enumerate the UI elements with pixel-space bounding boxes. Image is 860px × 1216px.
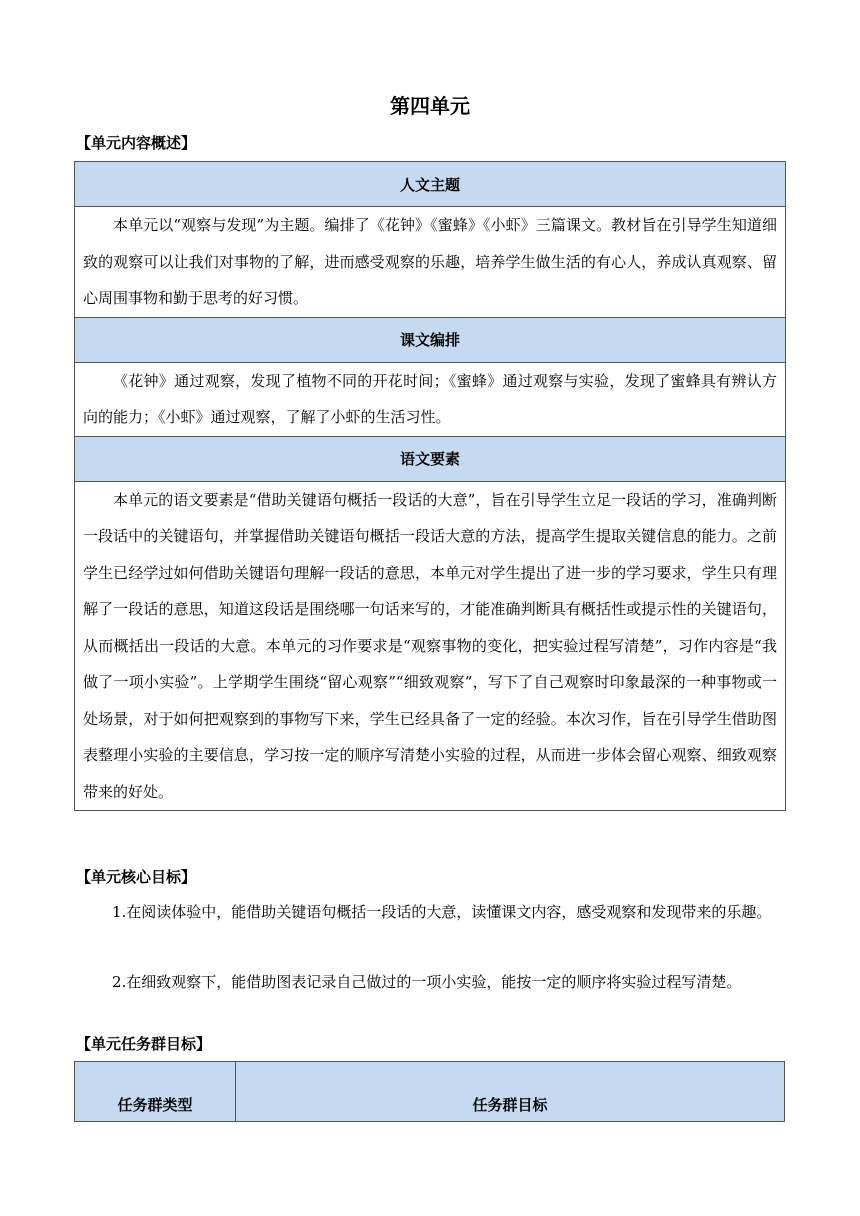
theme-body: 本单元以“观察与发现”为主题。编排了《花钟》《蜜蜂》《小虾》三篇课文。教材旨在引导学生知道细致的观察可以让我们对事物的了解，进而感受观察的乐趣，培养学生做生活的有心人，养成认真观察、留心周围事物和勤于思考的好习惯。 [75,207,786,318]
core-goal-item: 1.在阅读体验中，能借助关键语句概括一段话的大意，读懂课文内容，感受观察和发现带来的乐趣。 [112,903,772,921]
core-goal-item: 2.在细致观察下，能借助图表记录自己做过的一项小实验，能按一定的顺序将实验过程写清楚。 [112,973,742,991]
lessons-body: 《花钟》通过观察，发现了植物不同的开花时间；《蜜蜂》通过观察与实验，发现了蜜蜂具有辨认方向的能力；《小虾》通过观察，了解了小虾的生活习性。 [75,362,786,436]
overview-heading: 【单元内容概述】 [76,134,197,152]
overview-table [74,161,786,811]
page-title: 第四单元 [390,94,470,118]
task-goals-heading: 【单元任务群目标】 [76,1035,212,1053]
column-header-task-goal: 任务群目标 [236,1062,785,1122]
elements-body: 本单元的语文要素是“借助关键语句概括一段话的大意”，旨在引导学生立足一段话的学习，准确判断一段话中的关键语句，并掌握借助关键语句概括一段话大意的方法，提高学生提取关键信息的能力。之前学生已经学过如何借助关键语句理解一段话的意思，本单元对学生提出了进一步的学习要求，学生只有理解了一段话的意思，知道这段话是围绕哪一句话来写的，才能准确判断具有概括性或提示性的关键语句，从而概括出一段话的大意。本单元的习作要求是“观察事物的变化，把实验过程写清楚”，习作内容是“我做了一项小实验”。上学期学生围绕“留心观察”“细致观察”，写下了自己观察时印象最深的一种事物或一处场景，对于如何把观察到的事物写下来，学生已经具备了一定的经验。本次习作，旨在引导学生借助图表整理小实验的主要信息，学习按一定的顺序写清楚小实验的过程，从而进一步体会留心观察、细致观察带来的好处。 [75,481,786,811]
elements-header: 语文要素 [75,436,786,481]
column-header-task-type: 任务群类型 [75,1062,236,1122]
lessons-header: 课文编排 [75,317,786,362]
core-goals-heading: 【单元核心目标】 [76,868,197,886]
theme-header: 人文主题 [75,162,786,207]
task-goals-table [74,1061,785,1122]
